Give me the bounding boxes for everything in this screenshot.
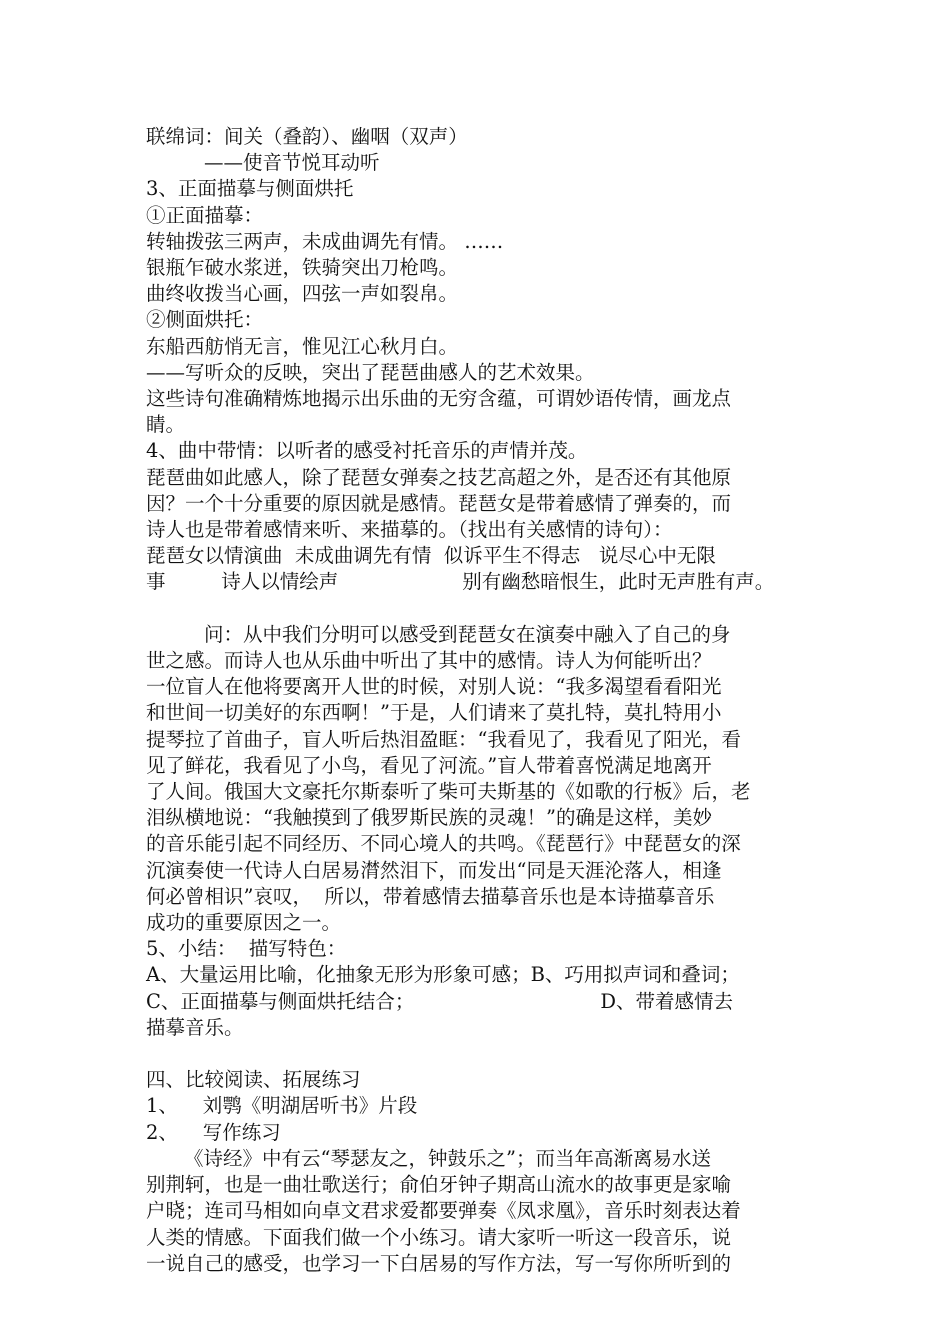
text-line: 描摹音乐。 <box>146 1015 244 1039</box>
text-line: 一说自己的感受，也学习一下白居易的写作方法，写一写你所听到的 <box>146 1251 732 1275</box>
text-line: 见了鲜花，我看见了小鸟，看见了河流。”盲人带着喜悦满足地离开 <box>146 753 712 777</box>
text-line: 人类的情感。下面我们做一个小练习。请大家听一听这一段音乐，说 <box>146 1225 732 1249</box>
document-page <box>146 124 826 1277</box>
section-heading: 4、曲中带情：以听者的感受衬托音乐的声情并茂。 <box>146 439 588 463</box>
text-line: ——写听众的反映，突出了琵琶曲感人的艺术效果。 <box>146 360 595 384</box>
section-heading: 5、小结： 描写特色： <box>146 937 347 961</box>
section-heading: 四、比较阅读、拓展练习 <box>146 1068 361 1092</box>
text-line: 别荆轲，也是一曲壮歌送行；俞伯牙钟子期高山流水的故事更是家喻 <box>146 1173 732 1197</box>
text-line: 沉演奏使一代诗人白居易潸然泪下，而发出“同是天涯沦落人，相逢 <box>146 858 722 882</box>
text-line: C、正面描摹与侧面烘托结合； D、带着感情去 <box>146 989 734 1013</box>
text-line: 的音乐能引起不同经历、不同心境人的共鸣。《琵琶行》中琵琶女的深 <box>146 832 741 856</box>
text-line: 琵琶女以情演曲 未成曲调先有情 似诉平生不得志 说尽心中无限 <box>146 544 716 568</box>
text-line: 《诗经》中有云“琴瑟友之，钟鼓乐之”；而当年高渐离易水送 <box>184 1146 711 1170</box>
text-line: 世之感。而诗人也从乐曲中听出了其中的感情。诗人为何能听出？ <box>146 649 712 673</box>
blank-line <box>146 596 826 622</box>
text-line: 和世间一切美好的东西啊！”于是，人们请来了莫扎特，莫扎特用小 <box>146 701 722 725</box>
poem-line: 银瓶乍破水浆迸，铁骑突出刀枪鸣。 <box>146 256 459 280</box>
text-line: 提琴拉了首曲子，盲人听后热泪盈眶：“我看见了，我看见了阳光，看 <box>146 727 741 751</box>
text-line: 了人间。俄国大文豪托尔斯泰听了柴可夫斯基的《如歌的行板》后，老 <box>146 780 751 804</box>
text-line: A、大量运用比喻，化抽象无形为形象可感；B、巧用拟声词和叠词； <box>146 963 740 987</box>
subheading: ①正面描摹： <box>146 203 264 227</box>
poem-line: 东船西舫悄无言，惟见江心秋月白。 <box>146 334 459 358</box>
text-line: 联绵词：间关（叠韵）、幽咽（双声） <box>146 125 468 148</box>
text-line: 成功的重要原因之一。 <box>146 911 342 935</box>
text-line: 这些诗句准确精炼地揭示出乐曲的无穷含蕴，可谓妙语传情，画龙点 <box>146 387 732 411</box>
blank-line <box>146 1041 826 1067</box>
text-line: ——使音节悦耳动听 <box>204 151 380 175</box>
text-line: 睛。 <box>146 413 186 437</box>
text-line: 琵琶曲如此感人，除了琵琶女弹奏之技艺高超之外，是否还有其他原 <box>146 465 732 489</box>
text-line: 诗人也是带着感情来听、来描摹的。（找出有关感情的诗句）： <box>146 518 673 542</box>
text-line: 泪纵横地说：“我触摸到了俄罗斯民族的灵魂！”的确是这样，美妙 <box>146 806 712 830</box>
subheading: ②侧面烘托： <box>146 308 264 332</box>
text-line: 一位盲人在他将要离开人世的时候，对别人说：“我多渴望看看阳光 <box>146 675 722 699</box>
text-line: 何必曾相识”哀叹， 所以，带着感情去描摹音乐也是本诗描摹音乐 <box>146 884 715 908</box>
text-line: 户晓；连司马相如向卓文君求爱都要弹奏《凤求凰》，音乐时刻表达着 <box>146 1199 741 1223</box>
list-item: 2、 写作练习 <box>146 1120 281 1144</box>
text-line: 事 诗人以情绘声 别有幽愁暗恨生，此时无声胜有声。 <box>146 570 775 594</box>
list-item: 1、 刘鹗《明湖居听书》片段 <box>146 1094 418 1118</box>
section-heading: 3、正面描摹与侧面烘托 <box>146 177 354 201</box>
text-line: 问：从中我们分明可以感受到琵琶女在演奏中融入了自己的身 <box>204 622 731 646</box>
poem-line: 转轴拨弦三两声，未成曲调先有情。 …… <box>146 229 504 253</box>
text-line: 因？一个十分重要的原因就是感情。琵琶女是带着感情了弹奏的，而 <box>146 491 732 515</box>
poem-line: 曲终收拨当心画，四弦一声如裂帛。 <box>146 282 459 306</box>
